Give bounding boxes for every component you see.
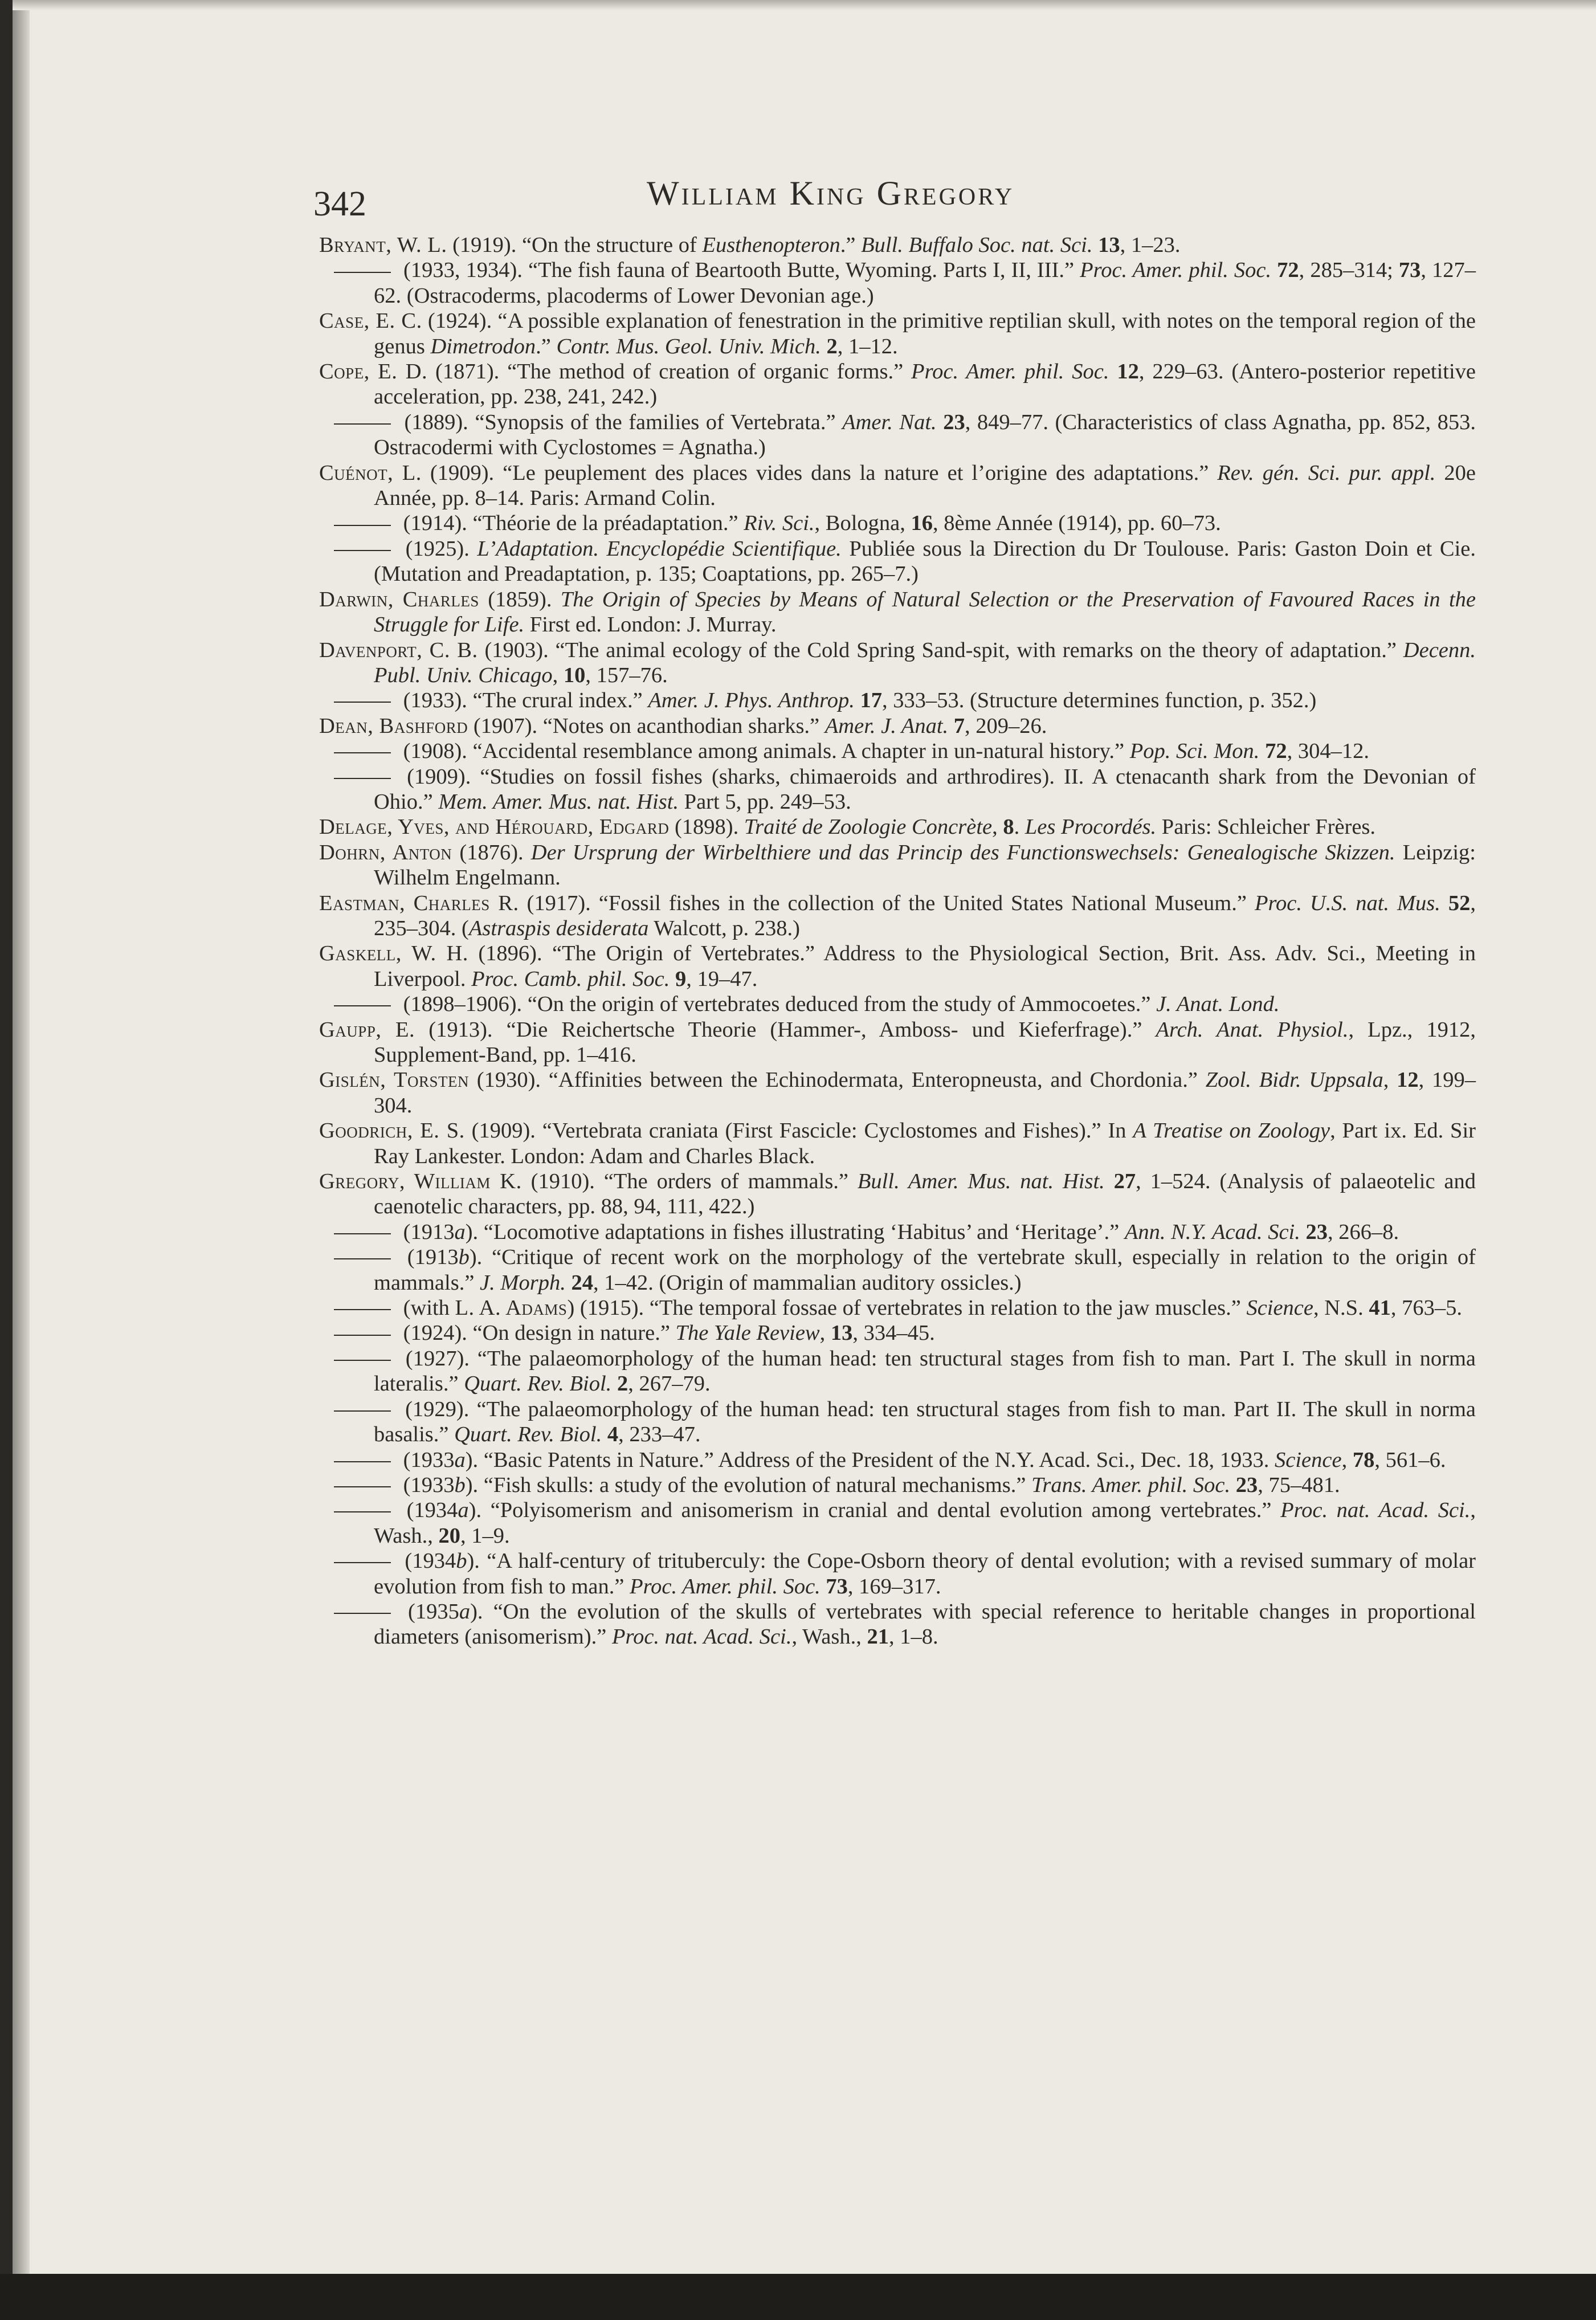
reference-text: 41 — [1369, 1296, 1391, 1320]
reference-text: 72 — [1277, 258, 1299, 283]
reference-text: Walcott, p. 238.) — [648, 916, 800, 940]
ditto-dash — [334, 778, 391, 779]
reference-author: Delage, Yves, and Hérouard, Edgard — [319, 815, 670, 839]
reference-text — [566, 1271, 572, 1295]
reference-entry — [319, 258, 1476, 308]
reference-text: , 1–42. (Origin of mammalian auditory ossicles.) — [593, 1270, 1022, 1295]
reference-text: 9 — [675, 967, 687, 991]
reference-entry — [319, 1067, 1476, 1118]
reference-author: Dohrn, Anton — [319, 840, 452, 865]
ditto-dash — [334, 272, 391, 273]
reference-text: (1917). “Fossil fishes in the collection of the United States National Museum.” — [519, 891, 1255, 915]
reference-text: 20 — [438, 1523, 460, 1548]
reference-text: Amer. J. Anat. — [824, 713, 949, 738]
reference-text: 13 — [1098, 233, 1120, 257]
reference-text: , 1–12. — [837, 334, 898, 358]
reference-text: 17 — [860, 688, 882, 713]
reference-text: .” — [840, 233, 862, 257]
reference-text: (1933 — [398, 1448, 455, 1472]
reference-text: 21 — [867, 1625, 889, 1649]
ditto-dash — [334, 1005, 391, 1006]
reference-text: (1913 — [398, 1220, 455, 1244]
reference-entry — [319, 1220, 1476, 1245]
reference-author: Case, E. C. — [319, 309, 422, 333]
reference-text: 16 — [911, 511, 933, 536]
reference-text: , 235–304. ( — [374, 891, 1476, 940]
reference-entry — [319, 1320, 1476, 1345]
reference-text: (1927). “The palaeomorphology of the human head: ten structural stages from fish to man. Part I. The skull in norma lateralis.” — [374, 1346, 1476, 1396]
reference-list — [319, 233, 1476, 1650]
reference-entry — [319, 410, 1476, 460]
reference-entry — [319, 1245, 1476, 1295]
reference-text: (1934 — [398, 1498, 458, 1523]
reference-text: , Wash., — [374, 1498, 1476, 1548]
reference-text: (1898–1906). “On the origin of vertebrates deduced from the study of Ammocoetes.” — [398, 992, 1157, 1017]
reference-text: (1925). — [398, 536, 477, 561]
reference-text: 8 — [1003, 815, 1014, 839]
reference-text: , 1–8. — [888, 1625, 938, 1649]
reference-text: , Part ix. Ed. Sir Ray Lankester. London: Adam and Charles Black. — [374, 1119, 1476, 1168]
reference-text: , 209–26. — [965, 713, 1047, 738]
reference-text: 23 — [1305, 1220, 1328, 1244]
reference-text: Der Ursprung der Wirbelthiere und das Princip des Functionswechsels: Genealogische Skizzen. — [530, 840, 1395, 865]
reference-entry — [319, 840, 1476, 891]
reference-text: , 8ème Année (1914), pp. 60–73. — [933, 511, 1221, 536]
reference-entry — [319, 587, 1476, 638]
reference-text — [602, 1422, 607, 1446]
reference-text: L. A. Adams — [455, 1296, 568, 1320]
ditto-dash — [334, 525, 391, 526]
reference-text: (1919). “On the structure of — [447, 233, 703, 257]
reference-entry — [319, 1448, 1476, 1473]
reference-text: Eusthenopteron — [702, 233, 840, 257]
reference-text: Contr. Mus. Geol. Univ. Mich. — [556, 334, 821, 358]
book-page — [13, 0, 1596, 2320]
reference-text: Les Procordés. — [1024, 815, 1157, 839]
reference-text: Pop. Sci. Mon. — [1129, 739, 1260, 764]
reference-text: Quart. Rev. Biol. — [454, 1422, 602, 1447]
reference-entry — [319, 1548, 1476, 1599]
reference-text: Bull. Amer. Mus. nat. Hist. — [857, 1169, 1105, 1194]
reference-text — [1230, 1473, 1236, 1497]
reference-text: ) (1915). “The temporal fossae of vertebrates in relation to the jaw muscles.” — [567, 1296, 1247, 1320]
reference-text: 73 — [826, 1574, 848, 1599]
reference-text: Dimetrodon — [430, 334, 536, 358]
reference-entry — [319, 739, 1476, 764]
reference-text — [611, 1372, 617, 1396]
reference-text: (1913 — [398, 1245, 459, 1270]
reference-text: 13 — [830, 1321, 853, 1345]
reference-author: Gislén, Torsten — [319, 1068, 470, 1092]
reference-text: (1909). “Studies on fossil fishes (sharks, chimaeroids and arthrodires). II. A ctenacanth shark from the Devonian of Ohio.” — [374, 764, 1476, 814]
page-top-edge — [13, 0, 1596, 10]
reference-text: (1909). “Le peuplement des places vides dans la nature et l’origine des adaptations.” — [421, 460, 1218, 485]
reference-text: Part 5, pp. 249–53. — [679, 789, 851, 814]
page-header — [313, 174, 1476, 237]
reference-text — [1105, 1169, 1114, 1193]
reference-text: Proc. Camb. phil. Soc. — [471, 967, 670, 991]
reference-text: Paris: Schleicher Frères. — [1156, 815, 1376, 839]
reference-text: , 19–47. — [686, 967, 758, 991]
ditto-dash — [334, 752, 391, 753]
reference-text: 12 — [1117, 360, 1139, 384]
reference-text: The Yale Review — [675, 1321, 820, 1345]
reference-text: , 561–6. — [1374, 1448, 1446, 1472]
ditto-dash — [334, 1258, 391, 1259]
reference-text: (1913). “Die Reichertsche Theorie (Hammer-, Amboss- und Kieferfrage).” — [415, 1017, 1156, 1042]
reference-text: (1914). “Théorie de la préadaptation.” — [398, 511, 744, 536]
ditto-dash — [334, 423, 391, 425]
reference-text: 73 — [1398, 258, 1421, 283]
reference-entry — [319, 1295, 1476, 1320]
reference-text — [821, 335, 827, 358]
reference-text: b — [456, 1549, 467, 1573]
reference-text: Proc. nat. Acad. Sci. — [1280, 1498, 1471, 1523]
reference-text: , 849–77. (Characteristics of class Agnatha, pp. 852, 853. Ostracodermi with Cyclostomes = Agnatha.) — [374, 410, 1476, 460]
reference-text: (1924). “A possible explanation of fenestration in the primitive reptilian skull, with notes on the temporal region of the genus — [374, 309, 1476, 358]
ditto-dash — [334, 1511, 391, 1512]
reference-text: , 285–314; — [1299, 258, 1399, 283]
reference-text: , N.S. — [1313, 1296, 1369, 1320]
reference-text: Quart. Rev. Biol. — [464, 1372, 612, 1396]
reference-text: 23 — [943, 410, 965, 434]
reference-text: (1871). “The method of creation of organic forms.” — [427, 360, 912, 384]
reference-text — [1109, 360, 1117, 384]
reference-text: a — [454, 1220, 466, 1244]
reference-text: (1898). — [669, 815, 744, 839]
scanner-bottom-band — [0, 2274, 1596, 2320]
reference-entry — [319, 233, 1476, 258]
reference-text: The Origin of Species by Means of Natural Selection or the Preservation of Favoured Races in the Struggle for Life. — [374, 587, 1476, 637]
reference-text: (1859). — [479, 587, 561, 611]
reference-text: 27 — [1113, 1169, 1136, 1194]
reference-text: 2 — [826, 334, 838, 358]
reference-entry — [319, 764, 1476, 815]
reference-text: A Treatise on Zoology — [1133, 1119, 1330, 1143]
reference-text: , 763–5. — [1390, 1296, 1462, 1320]
reference-author: Darwin, Charles — [319, 587, 479, 611]
reference-text: 20e Année, pp. 8–14. Paris: Armand Colin. — [374, 460, 1476, 511]
reference-text: b — [458, 1245, 470, 1270]
reference-text: (1930). “Affinities between the Echinodermata, Enteropneusta, and Chordonia.” — [469, 1068, 1206, 1092]
reference-text: (1933). “The crural index.” — [398, 688, 648, 713]
reference-entry — [319, 814, 1476, 839]
reference-entry — [319, 688, 1476, 713]
reference-text: Trans. Amer. phil. Soc. — [1031, 1473, 1231, 1497]
reference-text: Proc. U.S. nat. Mus. — [1254, 891, 1440, 915]
reference-text: , — [819, 1321, 831, 1345]
reference-author: Davenport, C. B. — [319, 638, 478, 662]
reference-text: (1924). “On design in nature.” — [398, 1321, 676, 1345]
reference-text: Proc. Amer. phil. Soc. — [630, 1574, 821, 1599]
ditto-dash — [334, 1233, 391, 1234]
ditto-dash — [334, 1461, 391, 1462]
reference-text: ). “Critique of recent work on the morphology of the vertebrate skull, especially in relation to the origin of mammals.” — [374, 1245, 1476, 1295]
reference-text: J. Morph. — [480, 1270, 566, 1295]
reference-text — [937, 410, 944, 434]
reference-text: , 304–12. — [1287, 739, 1369, 764]
reference-entry — [319, 941, 1476, 992]
reference-text: , Wash., — [791, 1625, 867, 1649]
reference-text: , Lpz., 1912, Supplement-Band, pp. 1–416. — [374, 1017, 1476, 1067]
reference-text: (1910). “The orders of mammals.” — [521, 1169, 858, 1194]
reference-author: Cope, E. D. — [319, 360, 428, 384]
reference-text: (1934 — [398, 1549, 456, 1573]
reference-text: , 157–76. — [585, 663, 668, 687]
reference-text: Proc. Amer. phil. Soc. — [1080, 258, 1272, 283]
reference-text: 24 — [571, 1270, 593, 1295]
reference-text: , — [992, 815, 1003, 839]
reference-text: , — [552, 663, 564, 687]
reference-text: Science — [1246, 1296, 1313, 1320]
page-binding-shadow — [13, 0, 30, 2320]
reference-entry — [319, 891, 1476, 941]
reference-entry — [319, 536, 1476, 587]
reference-text: , 1–23. — [1120, 233, 1181, 257]
reference-text: 4 — [607, 1422, 619, 1447]
reference-entry — [319, 1169, 1476, 1220]
reference-text: (1935 — [398, 1599, 459, 1624]
reference-text: 78 — [1352, 1448, 1375, 1472]
reference-text — [1440, 891, 1448, 915]
reference-entry — [319, 1346, 1476, 1397]
running-title: William King Gregory — [647, 174, 1015, 212]
ditto-dash — [334, 1486, 391, 1487]
reference-text: 52 — [1448, 891, 1471, 915]
reference-text: J. Anat. Lond. — [1156, 992, 1280, 1017]
reference-author: Bryant, W. L. — [319, 233, 447, 257]
reference-text: (1876). — [452, 840, 531, 865]
reference-entry — [319, 359, 1476, 410]
ditto-dash — [334, 1335, 391, 1336]
reference-text — [1259, 739, 1265, 763]
reference-text: , 199–304. — [374, 1068, 1476, 1118]
reference-text: ). “Polyisomerism and anisomerism in cranial and dental evolution among vertebrates.” — [468, 1498, 1281, 1523]
reference-entry — [319, 1498, 1476, 1548]
ditto-dash — [334, 1613, 391, 1614]
reference-text: a — [454, 1448, 466, 1472]
ditto-dash — [334, 550, 391, 551]
reference-text: ). “On the evolution of the skulls of vertebrates with special reference to heritable changes in proportional diameters (anisomerism).” — [374, 1599, 1476, 1649]
reference-text: Amer. J. Phys. Anthrop. — [648, 688, 855, 713]
reference-text: Traité de Zoologie Concrète — [744, 815, 993, 839]
reference-text: . — [1014, 815, 1025, 839]
reference-text: ). “A half-century of trituberculy: the Cope-Osborn theory of dental evolution; with a revised summary of molar evolution from fish to man.” — [374, 1549, 1476, 1599]
reference-text: Science — [1275, 1448, 1342, 1472]
reference-entry — [319, 511, 1476, 536]
reference-text: 7 — [953, 713, 965, 738]
reference-entry — [319, 460, 1476, 511]
reference-text: , 267–79. — [628, 1372, 711, 1396]
reference-text: 2 — [617, 1372, 628, 1396]
reference-text: (with — [398, 1296, 455, 1320]
reference-author: Dean, Bashford — [319, 713, 468, 738]
reference-text: First ed. London: J. Murray. — [524, 613, 777, 637]
page-number: 342 — [313, 185, 366, 223]
reference-text: Proc. Amer. phil. Soc. — [911, 360, 1109, 384]
reference-text — [670, 967, 675, 991]
ditto-dash — [334, 1410, 391, 1412]
reference-text: ). “Basic Patents in Nature.” Address of the President of the N.Y. Acad. Sci., Dec. 18, 1933. — [465, 1448, 1275, 1472]
reference-text — [1300, 1220, 1306, 1244]
reference-entry — [319, 713, 1476, 739]
reference-text: a — [458, 1498, 469, 1523]
reference-text: , 127–62. (Ostracoderms, placoderms of Lower Devonian age.) — [374, 258, 1476, 308]
reference-author: Cuénot, L. — [319, 460, 422, 485]
reference-text: , 229–63. (Antero-posterior repetitive acceleration, pp. 238, 241, 242.) — [374, 360, 1476, 409]
reference-text: Arch. Anat. Physiol. — [1156, 1017, 1349, 1042]
reference-text: L’Adaptation. Encyclopédie Scientifique. — [477, 536, 842, 561]
reference-text: .” — [536, 334, 557, 358]
reference-text: (1933, 1934). “The fish fauna of Beartooth Butte, Wyoming. Parts I, II, III.” — [398, 258, 1080, 283]
reference-text: , 75–481. — [1258, 1473, 1340, 1497]
reference-text: Astraspis desiderata — [468, 916, 649, 940]
reference-text: 72 — [1265, 739, 1287, 764]
reference-text: (1929). “The palaeomorphology of the human head: ten structural stages from fish to man. Part II. The skull in norma basalis.” — [374, 1397, 1476, 1447]
reference-entry — [319, 1017, 1476, 1068]
reference-text: Riv. Sci. — [744, 511, 815, 536]
reference-text: (1933 — [398, 1473, 455, 1497]
reference-entry — [319, 1599, 1476, 1650]
reference-text: Publiée sous la Direction du Dr Toulouse. Paris: Gaston Doin et Cie. (Mutation and Preadaptation, p. 135; Coaptations, pp. 265–7.) — [374, 536, 1476, 586]
reference-author: Eastman, Charles R. — [319, 891, 519, 915]
reference-text: (1907). “Notes on acanthodian sharks.” — [468, 713, 825, 738]
reference-author: Gaupp, E. — [319, 1017, 415, 1042]
reference-text — [1271, 258, 1277, 282]
reference-text: (1896). “The Origin of Vertebrates.” Address to the Physiological Section, Brit. Ass. Adv. Sci., Meeting in Liverpool. — [374, 941, 1476, 991]
reference-text: , 334–45. — [852, 1321, 935, 1345]
reference-text: 23 — [1235, 1473, 1258, 1497]
reference-entry — [319, 1473, 1476, 1498]
reference-text: Zool. Bidr. Uppsala — [1205, 1068, 1383, 1092]
reference-text: a — [459, 1599, 471, 1624]
reference-text: , — [1341, 1448, 1353, 1472]
reference-text: , 1–524. (Analysis of palaeotelic and caenotelic characters, pp. 88, 94, 111, 422.) — [374, 1169, 1476, 1219]
reference-entry — [319, 638, 1476, 688]
reference-text: (1903). “The animal ecology of the Cold Spring Sand-spit, with remarks on the theory of adaptation.” — [477, 638, 1403, 662]
reference-text: (1909). “Vertebrata craniata (First Fascicle: Cyclostomes and Fishes).” In — [464, 1119, 1133, 1143]
reference-text: Decenn. Publ. Univ. Chicago — [374, 638, 1476, 687]
reference-text: Ann. N.Y. Acad. Sci. — [1124, 1220, 1300, 1244]
reference-text: , 169–317. — [847, 1574, 941, 1599]
reference-text: , 1–9. — [460, 1523, 510, 1548]
reference-text — [948, 714, 954, 738]
ditto-dash — [334, 1360, 391, 1361]
reference-text: Rev. gén. Sci. pur. appl. — [1217, 460, 1436, 485]
reference-text: ). “Fish skulls: a study of the evolution of natural mechanisms.” — [465, 1473, 1032, 1497]
reference-entry — [319, 1397, 1476, 1448]
reference-text: Amer. Nat. — [842, 410, 937, 434]
reference-text: b — [454, 1473, 466, 1497]
reference-text — [821, 1575, 826, 1599]
reference-text: Proc. nat. Acad. Sci. — [612, 1625, 792, 1649]
reference-text: Leipzig: Wilhelm Engelmann. — [374, 840, 1476, 890]
ditto-dash — [334, 1562, 391, 1563]
reference-text: , 233–47. — [618, 1422, 701, 1447]
reference-entry — [319, 992, 1476, 1017]
reference-entry — [319, 308, 1476, 359]
reference-text: , 333–53. (Structure determines function, p. 352.) — [881, 688, 1317, 713]
reference-author: Goodrich, E. S. — [319, 1119, 465, 1143]
reference-author: Gregory, William K. — [319, 1169, 522, 1194]
reference-text: 10 — [563, 663, 586, 687]
reference-text — [1092, 233, 1098, 257]
reference-entry — [319, 1118, 1476, 1169]
ditto-dash — [334, 702, 391, 703]
ditto-dash — [334, 1309, 391, 1310]
reference-text: ). “Locomotive adaptations in fishes illustrating ‘Habitus’ and ‘Heritage’.” — [465, 1220, 1125, 1244]
reference-text: (1889). “Synopsis of the families of Vertebrata.” — [398, 410, 843, 434]
reference-text: , 266–8. — [1328, 1220, 1399, 1244]
reference-text: , Bologna, — [814, 511, 911, 536]
reference-text: Bull. Buffalo Soc. nat. Sci. — [861, 233, 1093, 257]
reference-text: , — [1383, 1068, 1397, 1092]
reference-author: Gaskell, W. H. — [319, 941, 468, 966]
reference-text: (1908). “Accidental resemblance among animals. A chapter in un-natural history.” — [398, 739, 1130, 764]
reference-text: 12 — [1397, 1068, 1419, 1092]
reference-text: Mem. Amer. Mus. nat. Hist. — [438, 789, 679, 814]
